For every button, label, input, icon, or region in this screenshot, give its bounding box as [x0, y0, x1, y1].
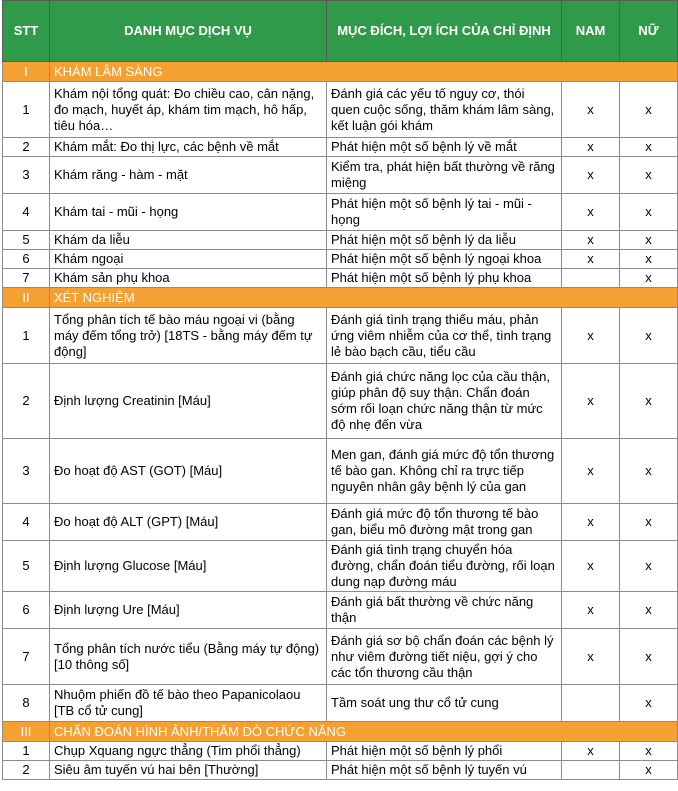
- section-number: II: [3, 288, 50, 308]
- row-stt: 4: [3, 194, 50, 231]
- header-stt: STT: [3, 1, 50, 62]
- row-male-mark: x: [562, 364, 620, 439]
- section-title: KHÁM LÂM SÀNG: [50, 62, 678, 82]
- row-male-mark: x: [562, 541, 620, 592]
- row-male-mark: x: [562, 742, 620, 761]
- row-male-mark: x: [562, 250, 620, 269]
- row-female-mark: x: [620, 308, 678, 364]
- row-purpose: Đánh giá mức độ tổn thương tế bào gan, biểu mô đường mật trong gan: [327, 504, 562, 541]
- row-purpose: Phát hiện một số bệnh lý tuyến vú: [327, 761, 562, 780]
- row-female-mark: x: [620, 82, 678, 138]
- service-table: [2, 0, 678, 780]
- table-row: [3, 82, 678, 138]
- table-row: [3, 541, 678, 592]
- row-stt: 2: [3, 761, 50, 780]
- table-row: [3, 439, 678, 504]
- row-service: Định lượng Ure [Máu]: [50, 592, 327, 629]
- header-female: NỮ: [620, 1, 678, 62]
- row-male-mark: x: [562, 231, 620, 250]
- row-service: Khám mắt: Đo thị lực, các bệnh về mắt: [50, 138, 327, 157]
- row-purpose: Đánh giá các yếu tố nguy cơ, thói quen cuộc sống, thăm khám lâm sàng, kết luận gói khám: [327, 82, 562, 138]
- table-row: [3, 364, 678, 439]
- row-male-mark: x: [562, 504, 620, 541]
- row-service: Tổng phân tích tế bào máu ngoại vi (bằng máy đếm tổng trở) [18TS - bằng máy đếm tự động]: [50, 308, 327, 364]
- row-service: Tổng phân tích nước tiểu (Bằng máy tự động) [10 thông số]: [50, 629, 327, 685]
- table-row: [3, 194, 678, 231]
- table-row: [3, 250, 678, 269]
- row-purpose: Phát hiện một số bệnh lý về mắt: [327, 138, 562, 157]
- row-female-mark: x: [620, 742, 678, 761]
- row-service: Khám sản phụ khoa: [50, 269, 327, 288]
- row-female-mark: x: [620, 157, 678, 194]
- row-purpose: Phát hiện một số bệnh lý ngoại khoa: [327, 250, 562, 269]
- table-row: [3, 504, 678, 541]
- row-stt: 2: [3, 138, 50, 157]
- table-row: [3, 592, 678, 629]
- row-service: Định lượng Creatinin [Máu]: [50, 364, 327, 439]
- row-stt: 1: [3, 82, 50, 138]
- section-row: [3, 62, 678, 82]
- row-purpose: Phát hiện một số bệnh lý da liễu: [327, 231, 562, 250]
- section-title: XÉT NGHIỆM: [50, 288, 678, 308]
- row-stt: 7: [3, 269, 50, 288]
- row-purpose: Đánh giá bất thường về chức năng thận: [327, 592, 562, 629]
- header-purpose: MỤC ĐÍCH, LỢI ÍCH CỦA CHỈ ĐỊNH: [327, 1, 562, 62]
- row-male-mark: x: [562, 157, 620, 194]
- row-male-mark: [562, 685, 620, 722]
- row-purpose: Kiểm tra, phát hiện bất thường về răng miệng: [327, 157, 562, 194]
- row-female-mark: x: [620, 231, 678, 250]
- row-purpose: Tầm soát ung thư cổ tử cung: [327, 685, 562, 722]
- row-purpose: Đánh giá chức năng lọc của cầu thận, giúp phân độ suy thận. Chẩn đoán sớm rối loạn chức năng thận từ mức độ nhẹ đến vừa: [327, 364, 562, 439]
- row-male-mark: x: [562, 629, 620, 685]
- section-row: [3, 288, 678, 308]
- row-male-mark: x: [562, 308, 620, 364]
- row-stt: 7: [3, 629, 50, 685]
- row-male-mark: x: [562, 439, 620, 504]
- table-row: [3, 138, 678, 157]
- row-stt: 4: [3, 504, 50, 541]
- row-service: Khám tai - mũi - họng: [50, 194, 327, 231]
- row-female-mark: x: [620, 685, 678, 722]
- row-purpose: Phát hiện một số bệnh lý phổi: [327, 742, 562, 761]
- row-female-mark: x: [620, 761, 678, 780]
- table-row: [3, 269, 678, 288]
- row-stt: 3: [3, 157, 50, 194]
- row-male-mark: x: [562, 592, 620, 629]
- row-female-mark: x: [620, 541, 678, 592]
- table-row: [3, 629, 678, 685]
- row-service: Đo hoạt độ AST (GOT) [Máu]: [50, 439, 327, 504]
- header-service: DANH MỤC DỊCH VỤ: [50, 1, 327, 62]
- row-service: Siêu âm tuyến vú hai bên [Thường]: [50, 761, 327, 780]
- table-row: [3, 231, 678, 250]
- row-female-mark: x: [620, 592, 678, 629]
- row-purpose: Đánh giá tình trạng thiếu máu, phản ứng viêm nhiễm của cơ thể, tình trạng lẻ bào bạch cầu, tiểu cầu: [327, 308, 562, 364]
- row-female-mark: x: [620, 629, 678, 685]
- row-purpose: Phát hiện một số bệnh lý phụ khoa: [327, 269, 562, 288]
- row-service: Khám ngoại: [50, 250, 327, 269]
- row-service: Chụp Xquang ngực thẳng (Tim phổi thẳng): [50, 742, 327, 761]
- row-stt: 5: [3, 541, 50, 592]
- row-male-mark: [562, 269, 620, 288]
- row-stt: 3: [3, 439, 50, 504]
- row-service: Khám da liễu: [50, 231, 327, 250]
- row-female-mark: x: [620, 250, 678, 269]
- row-female-mark: x: [620, 364, 678, 439]
- row-purpose: Đánh giá sơ bộ chẩn đoán các bệnh lý như viêm đường tiết niệu, gợi ý cho các tổn thương cầu thận: [327, 629, 562, 685]
- row-male-mark: x: [562, 138, 620, 157]
- row-stt: 8: [3, 685, 50, 722]
- row-service: Khám răng - hàm - mặt: [50, 157, 327, 194]
- row-female-mark: x: [620, 194, 678, 231]
- section-title: CHẨN ĐOÁN HÌNH ẢNH/THĂM DÒ CHỨC NĂNG: [50, 722, 678, 742]
- table-row: [3, 157, 678, 194]
- row-female-mark: x: [620, 138, 678, 157]
- row-service: Nhuộm phiến đồ tế bào theo Papanicolaou [TB cổ tử cung]: [50, 685, 327, 722]
- row-male-mark: x: [562, 194, 620, 231]
- header-row: [3, 1, 678, 62]
- header-male: NAM: [562, 1, 620, 62]
- section-row: [3, 722, 678, 742]
- row-female-mark: x: [620, 269, 678, 288]
- row-male-mark: x: [562, 82, 620, 138]
- table-row: [3, 761, 678, 780]
- row-female-mark: x: [620, 439, 678, 504]
- row-stt: 1: [3, 308, 50, 364]
- table-row: [3, 742, 678, 761]
- row-service: Đo hoạt độ ALT (GPT) [Máu]: [50, 504, 327, 541]
- row-service: Khám nội tổng quát: Đo chiều cao, cân nặng, đo mạch, huyết áp, khám tim mạch, hô hấp, tiêu hóa…: [50, 82, 327, 138]
- section-number: I: [3, 62, 50, 82]
- row-stt: 2: [3, 364, 50, 439]
- row-stt: 5: [3, 231, 50, 250]
- row-service: Định lượng Glucose [Máu]: [50, 541, 327, 592]
- row-male-mark: [562, 761, 620, 780]
- row-stt: 1: [3, 742, 50, 761]
- row-purpose: Phát hiện một số bệnh lý tai - mũi - họng: [327, 194, 562, 231]
- table-row: [3, 685, 678, 722]
- row-stt: 6: [3, 592, 50, 629]
- row-purpose: Đánh giá tình trạng chuyển hóa đường, chẩn đoán tiểu đường, rối loạn dung nạp đường máu: [327, 541, 562, 592]
- row-female-mark: x: [620, 504, 678, 541]
- section-number: III: [3, 722, 50, 742]
- row-purpose: Men gan, đánh giá mức độ tổn thương tế bào gan. Không chỉ ra trực tiếp nguyên nhân gây bệnh lý của gan: [327, 439, 562, 504]
- table-row: [3, 308, 678, 364]
- table-body: [3, 62, 678, 780]
- row-stt: 6: [3, 250, 50, 269]
